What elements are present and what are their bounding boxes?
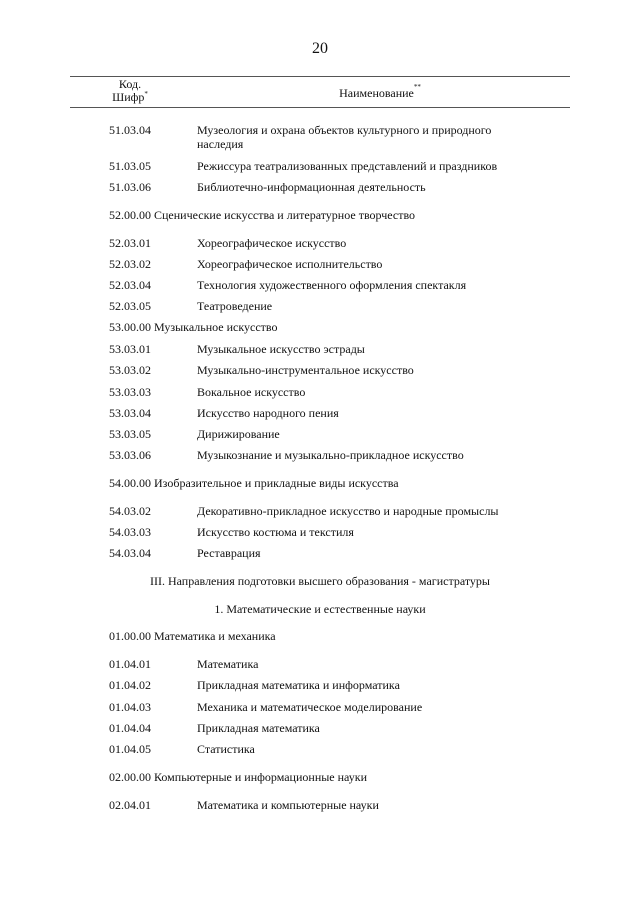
row-name: Музеология и охрана объектов культурного и природного наследия bbox=[197, 123, 492, 151]
row-code: 54.03.02 bbox=[109, 504, 151, 518]
group-heading: 01.00.00 Математика и механика bbox=[109, 629, 276, 643]
row-code: 01.04.04 bbox=[109, 721, 151, 735]
row-name: Технология художественного оформления спектакля bbox=[197, 278, 467, 292]
subsection-title: 1. Математические и естественные науки bbox=[214, 602, 426, 616]
row-code: 52.03.01 bbox=[109, 236, 151, 250]
row-code: 51.03.05 bbox=[109, 159, 151, 173]
row-name: Дирижирование bbox=[197, 427, 280, 441]
row-name: Музыкальное искусство эстрады bbox=[197, 342, 365, 356]
row-name: Математика bbox=[197, 657, 259, 671]
group-heading: 02.00.00 Компьютерные и информационные науки bbox=[109, 770, 368, 784]
row-name: Библиотечно-информационная деятельность bbox=[197, 180, 426, 194]
row-name: Механика и математическое моделирование bbox=[197, 700, 423, 714]
name-header-label: Наименование bbox=[339, 86, 414, 100]
row-code: 53.03.02 bbox=[109, 363, 151, 377]
table-header bbox=[70, 76, 570, 108]
group-heading: 53.00.00 Музыкальное искусство bbox=[109, 320, 278, 334]
page-number: 20 bbox=[312, 40, 328, 57]
code-header-line1: Код. bbox=[118, 77, 142, 91]
row-name: Хореографическое исполнительство bbox=[197, 257, 383, 271]
row-code: 51.03.06 bbox=[109, 180, 151, 194]
group-heading: 54.00.00 Изобразительное и прикладные виды искусства bbox=[109, 476, 399, 490]
row-name: Музыкознание и музыкально-прикладное искусство bbox=[197, 448, 464, 462]
row-code: 01.04.03 bbox=[109, 700, 151, 714]
row-name: Искусство костюма и текстиля bbox=[197, 525, 354, 539]
row-name: Декоративно-прикладное искусство и народные промыслы bbox=[197, 504, 499, 518]
row-code: 53.03.06 bbox=[109, 448, 151, 462]
row-name: Прикладная математика и информатика bbox=[197, 678, 400, 692]
row-name: Математика и компьютерные науки bbox=[197, 798, 379, 812]
row-code: 01.04.02 bbox=[109, 678, 151, 692]
row-code: 02.04.01 bbox=[109, 798, 151, 812]
name-footnote-mark: ** bbox=[413, 83, 421, 91]
row-name: Статистика bbox=[197, 742, 255, 756]
row-code: 01.04.05 bbox=[109, 742, 151, 756]
row-code: 52.03.05 bbox=[109, 299, 151, 313]
section-title: III. Направления подготовки высшего образования - магистратуры bbox=[149, 574, 490, 588]
group-heading: 52.00.00 Сценические искусства и литературное творчество bbox=[109, 208, 416, 222]
row-code: 51.03.04 bbox=[109, 123, 151, 137]
code-column-header bbox=[70, 78, 190, 104]
row-name: Вокальное искусство bbox=[197, 385, 306, 399]
row-code: 01.04.01 bbox=[109, 657, 151, 671]
row-code: 52.03.04 bbox=[109, 278, 151, 292]
row-code: 53.03.04 bbox=[109, 406, 151, 420]
code-footnote-mark: * bbox=[144, 90, 148, 98]
row-code: 53.03.05 bbox=[109, 427, 151, 441]
code-header-line2: Шифр bbox=[112, 90, 145, 104]
row-code: 54.03.04 bbox=[109, 546, 151, 560]
row-code: 52.03.02 bbox=[109, 257, 151, 271]
row-name: Искусство народного пения bbox=[197, 406, 339, 420]
row-code: 54.03.03 bbox=[109, 525, 151, 539]
row-name: Прикладная математика bbox=[197, 721, 320, 735]
row-code: 53.03.01 bbox=[109, 342, 151, 356]
row-name: Хореографическое искусство bbox=[197, 236, 347, 250]
row-name: Музыкально-инструментальное искусство bbox=[197, 363, 414, 377]
name-column-header bbox=[190, 83, 570, 101]
row-name: Театроведение bbox=[197, 299, 273, 313]
row-name: Реставрация bbox=[197, 546, 261, 560]
row-code: 53.03.03 bbox=[109, 385, 151, 399]
row-name: Режиссура театрализованных представлений и праздников bbox=[197, 159, 498, 173]
